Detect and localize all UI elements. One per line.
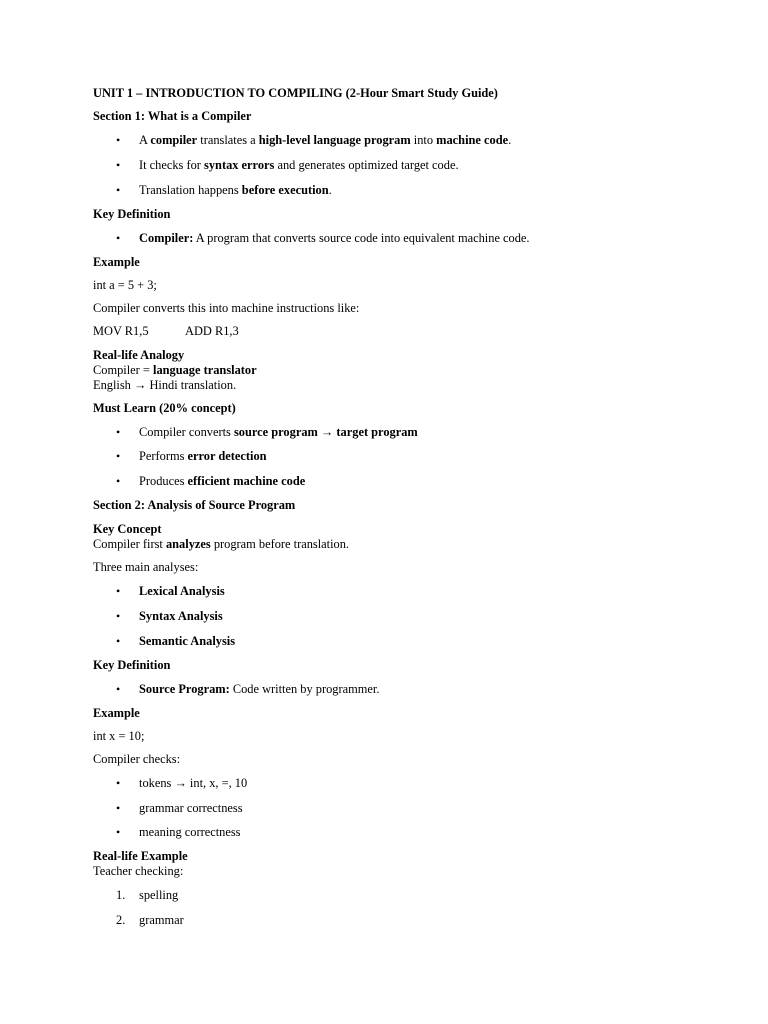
document-title: UNIT 1 – INTRODUCTION TO COMPILING (2-Hour Smart Study Guide) xyxy=(93,86,498,100)
list-item xyxy=(93,634,693,649)
item-text: grammar xyxy=(139,913,184,928)
bullet-icon: • xyxy=(116,800,121,815)
compiler-checks-text: Compiler checks: xyxy=(93,751,181,766)
text: tokens → int, x, =, 10 xyxy=(139,775,248,790)
text: A program that converts source code into equivalent machine code. xyxy=(193,230,530,245)
text: Produces xyxy=(139,474,188,489)
analyses-list xyxy=(93,584,693,649)
add-instruction: ADD R1,3 xyxy=(185,323,239,338)
key-concept-bold: analyzes xyxy=(165,537,211,552)
text: Code written by programmer. xyxy=(229,681,380,696)
real-life-example-text: Teacher checking: xyxy=(93,864,184,879)
list-item xyxy=(93,474,693,489)
bold-text: machine code xyxy=(436,133,509,147)
example-2-code: int x = 10; xyxy=(93,728,145,743)
bullet-icon: • xyxy=(116,474,121,489)
bullet-icon: • xyxy=(116,182,121,197)
example-heading: Example xyxy=(93,254,140,269)
bullet-icon: • xyxy=(116,424,121,439)
bold-text: efficient machine code xyxy=(187,474,306,489)
bullet-icon: • xyxy=(116,681,121,696)
example-description: Compiler converts this into machine instructions like: xyxy=(93,300,360,315)
list-item xyxy=(93,158,693,173)
mov-instruction: MOV R1,5 xyxy=(93,323,149,338)
numbered-list xyxy=(93,888,693,928)
key-definition-2-list xyxy=(93,682,693,697)
example-code: int a = 5 + 3; xyxy=(93,277,157,292)
document-page xyxy=(93,86,693,937)
key-concept-heading: Key Concept xyxy=(93,522,162,537)
list-item xyxy=(93,584,693,599)
analogy-prefix: Compiler = xyxy=(93,362,153,377)
list-item xyxy=(93,776,693,791)
bold-text: Source Program: xyxy=(139,681,230,696)
list-item xyxy=(93,801,693,816)
numbered-item xyxy=(93,913,693,928)
item-number: 2. xyxy=(116,913,126,928)
list-item xyxy=(93,449,693,464)
section-1-bullets xyxy=(93,133,693,198)
section-2-heading: Section 2: Analysis of Source Program xyxy=(93,498,296,513)
bold-text: syntax errors xyxy=(204,157,275,172)
bold-text: Compiler: xyxy=(139,230,194,245)
text: . xyxy=(328,182,332,197)
key-definition-heading: Key Definition xyxy=(93,206,171,221)
text: A xyxy=(139,133,151,147)
text: and generates optimized target code. xyxy=(274,157,459,172)
text: . xyxy=(508,133,512,147)
real-life-example-heading: Real-life Example xyxy=(93,849,188,864)
text: Compiler converts xyxy=(139,424,234,439)
item-number: 1. xyxy=(116,888,126,903)
bold-text: high-level language program xyxy=(258,133,411,147)
key-definition-2-heading: Key Definition xyxy=(93,657,171,672)
list-item xyxy=(93,825,693,840)
section-1-heading: Section 1: What is a Compiler xyxy=(93,109,252,123)
text: Performs xyxy=(139,449,188,464)
bold-text: compiler xyxy=(150,133,198,147)
item-text: spelling xyxy=(139,888,179,903)
bold-text: error detection xyxy=(187,449,267,464)
key-concept-text xyxy=(93,537,693,552)
bold-text: source program → target program xyxy=(233,424,418,439)
text: grammar correctness xyxy=(139,800,243,815)
bold-text: Syntax Analysis xyxy=(139,608,223,623)
key-concept-suffix: program before translation. xyxy=(210,537,350,552)
analogy-bold: language translator xyxy=(153,362,257,377)
bullet-icon: • xyxy=(116,157,121,172)
list-item xyxy=(93,133,693,148)
list-item xyxy=(93,183,693,198)
analogy-heading: Real-life Analogy xyxy=(93,347,185,362)
text: into xyxy=(410,133,437,147)
bold-text: before execution xyxy=(241,182,329,197)
list-item xyxy=(93,425,693,440)
three-analyses-text: Three main analyses: xyxy=(93,560,199,575)
bullet-icon: • xyxy=(116,584,121,599)
bullet-icon: • xyxy=(116,775,121,790)
analogy-line-2: English → Hindi translation. xyxy=(93,377,237,392)
checks-list xyxy=(93,776,693,841)
list-item xyxy=(93,231,693,246)
bold-text: Lexical Analysis xyxy=(139,584,225,599)
text: translates a xyxy=(197,133,259,147)
list-item xyxy=(93,609,693,624)
bullet-icon: • xyxy=(116,133,121,147)
bullet-icon: • xyxy=(116,449,121,464)
bullet-icon: • xyxy=(116,230,121,245)
must-learn-list xyxy=(93,425,693,490)
text: It checks for xyxy=(139,157,205,172)
key-concept-prefix: Compiler first xyxy=(93,537,166,552)
text: Translation happens xyxy=(139,182,242,197)
analogy-line-1 xyxy=(93,363,693,378)
bullet-icon: • xyxy=(116,608,121,623)
numbered-item xyxy=(93,888,693,903)
example-2-heading: Example xyxy=(93,705,140,720)
bullet-icon: • xyxy=(116,825,121,840)
text: meaning correctness xyxy=(139,825,241,840)
key-definition-list xyxy=(93,231,693,246)
must-learn-heading: Must Learn (20% concept) xyxy=(93,400,236,415)
machine-instructions xyxy=(93,324,693,339)
bullet-icon: • xyxy=(116,633,121,648)
bold-text: Semantic Analysis xyxy=(139,633,236,648)
list-item xyxy=(93,682,693,697)
